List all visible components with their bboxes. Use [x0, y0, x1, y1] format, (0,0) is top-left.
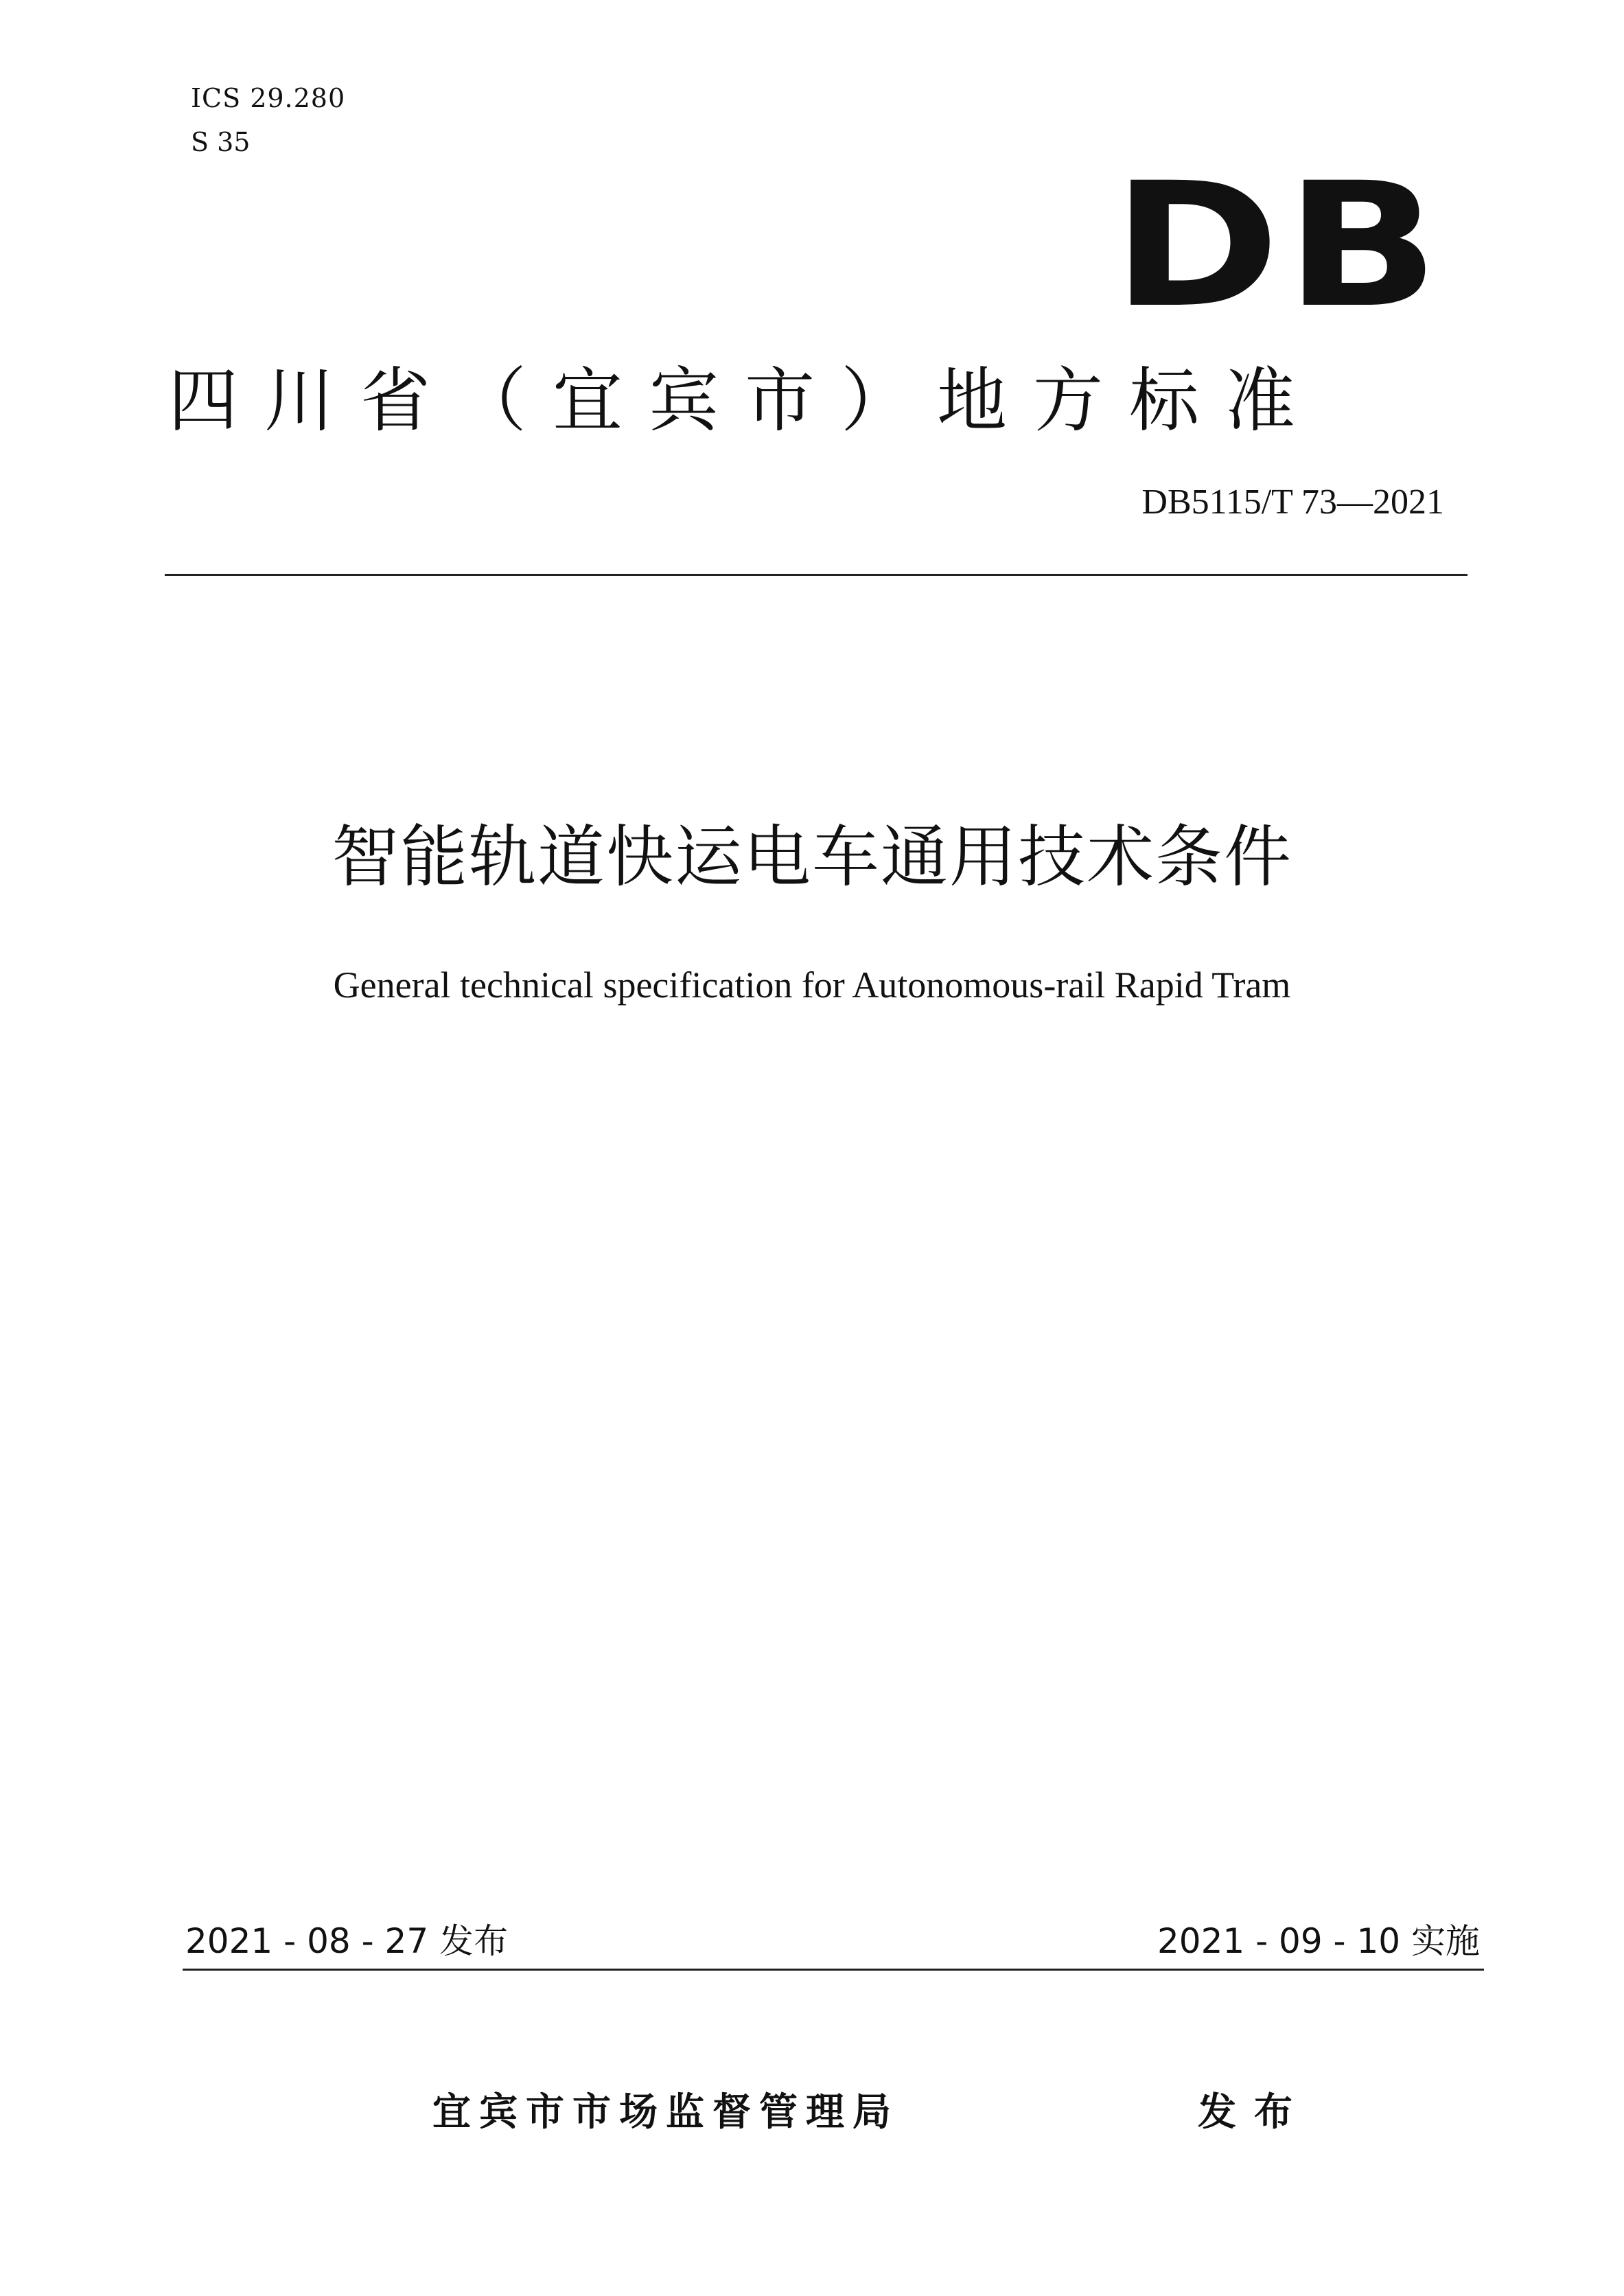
- publisher-name: 宜宾市市场监督管理局: [432, 2090, 899, 2135]
- document-title-english: General technical specification for Autonomous-rail Rapid Tram: [333, 964, 1291, 1006]
- standard-number: DB5115/T 73—2021: [1141, 483, 1444, 522]
- issue-date: 2021 - 08 - 27 发布: [185, 1921, 509, 1961]
- ccs-code: S 35: [191, 127, 251, 157]
- footer-divider: [183, 1969, 1484, 1971]
- ics-code: ICS 29.280: [191, 83, 346, 113]
- document-title-chinese: 智能轨道快运电车通用技术条件: [331, 818, 1292, 896]
- publish-label: 发布: [1198, 2090, 1310, 2135]
- db-logo: DB: [1112, 146, 1444, 345]
- implementation-date: 2021 - 09 - 10 实施: [1157, 1921, 1480, 1961]
- header-divider: [165, 574, 1468, 576]
- standard-type-heading: 四川省（宜宾市）地方标准: [168, 360, 1321, 442]
